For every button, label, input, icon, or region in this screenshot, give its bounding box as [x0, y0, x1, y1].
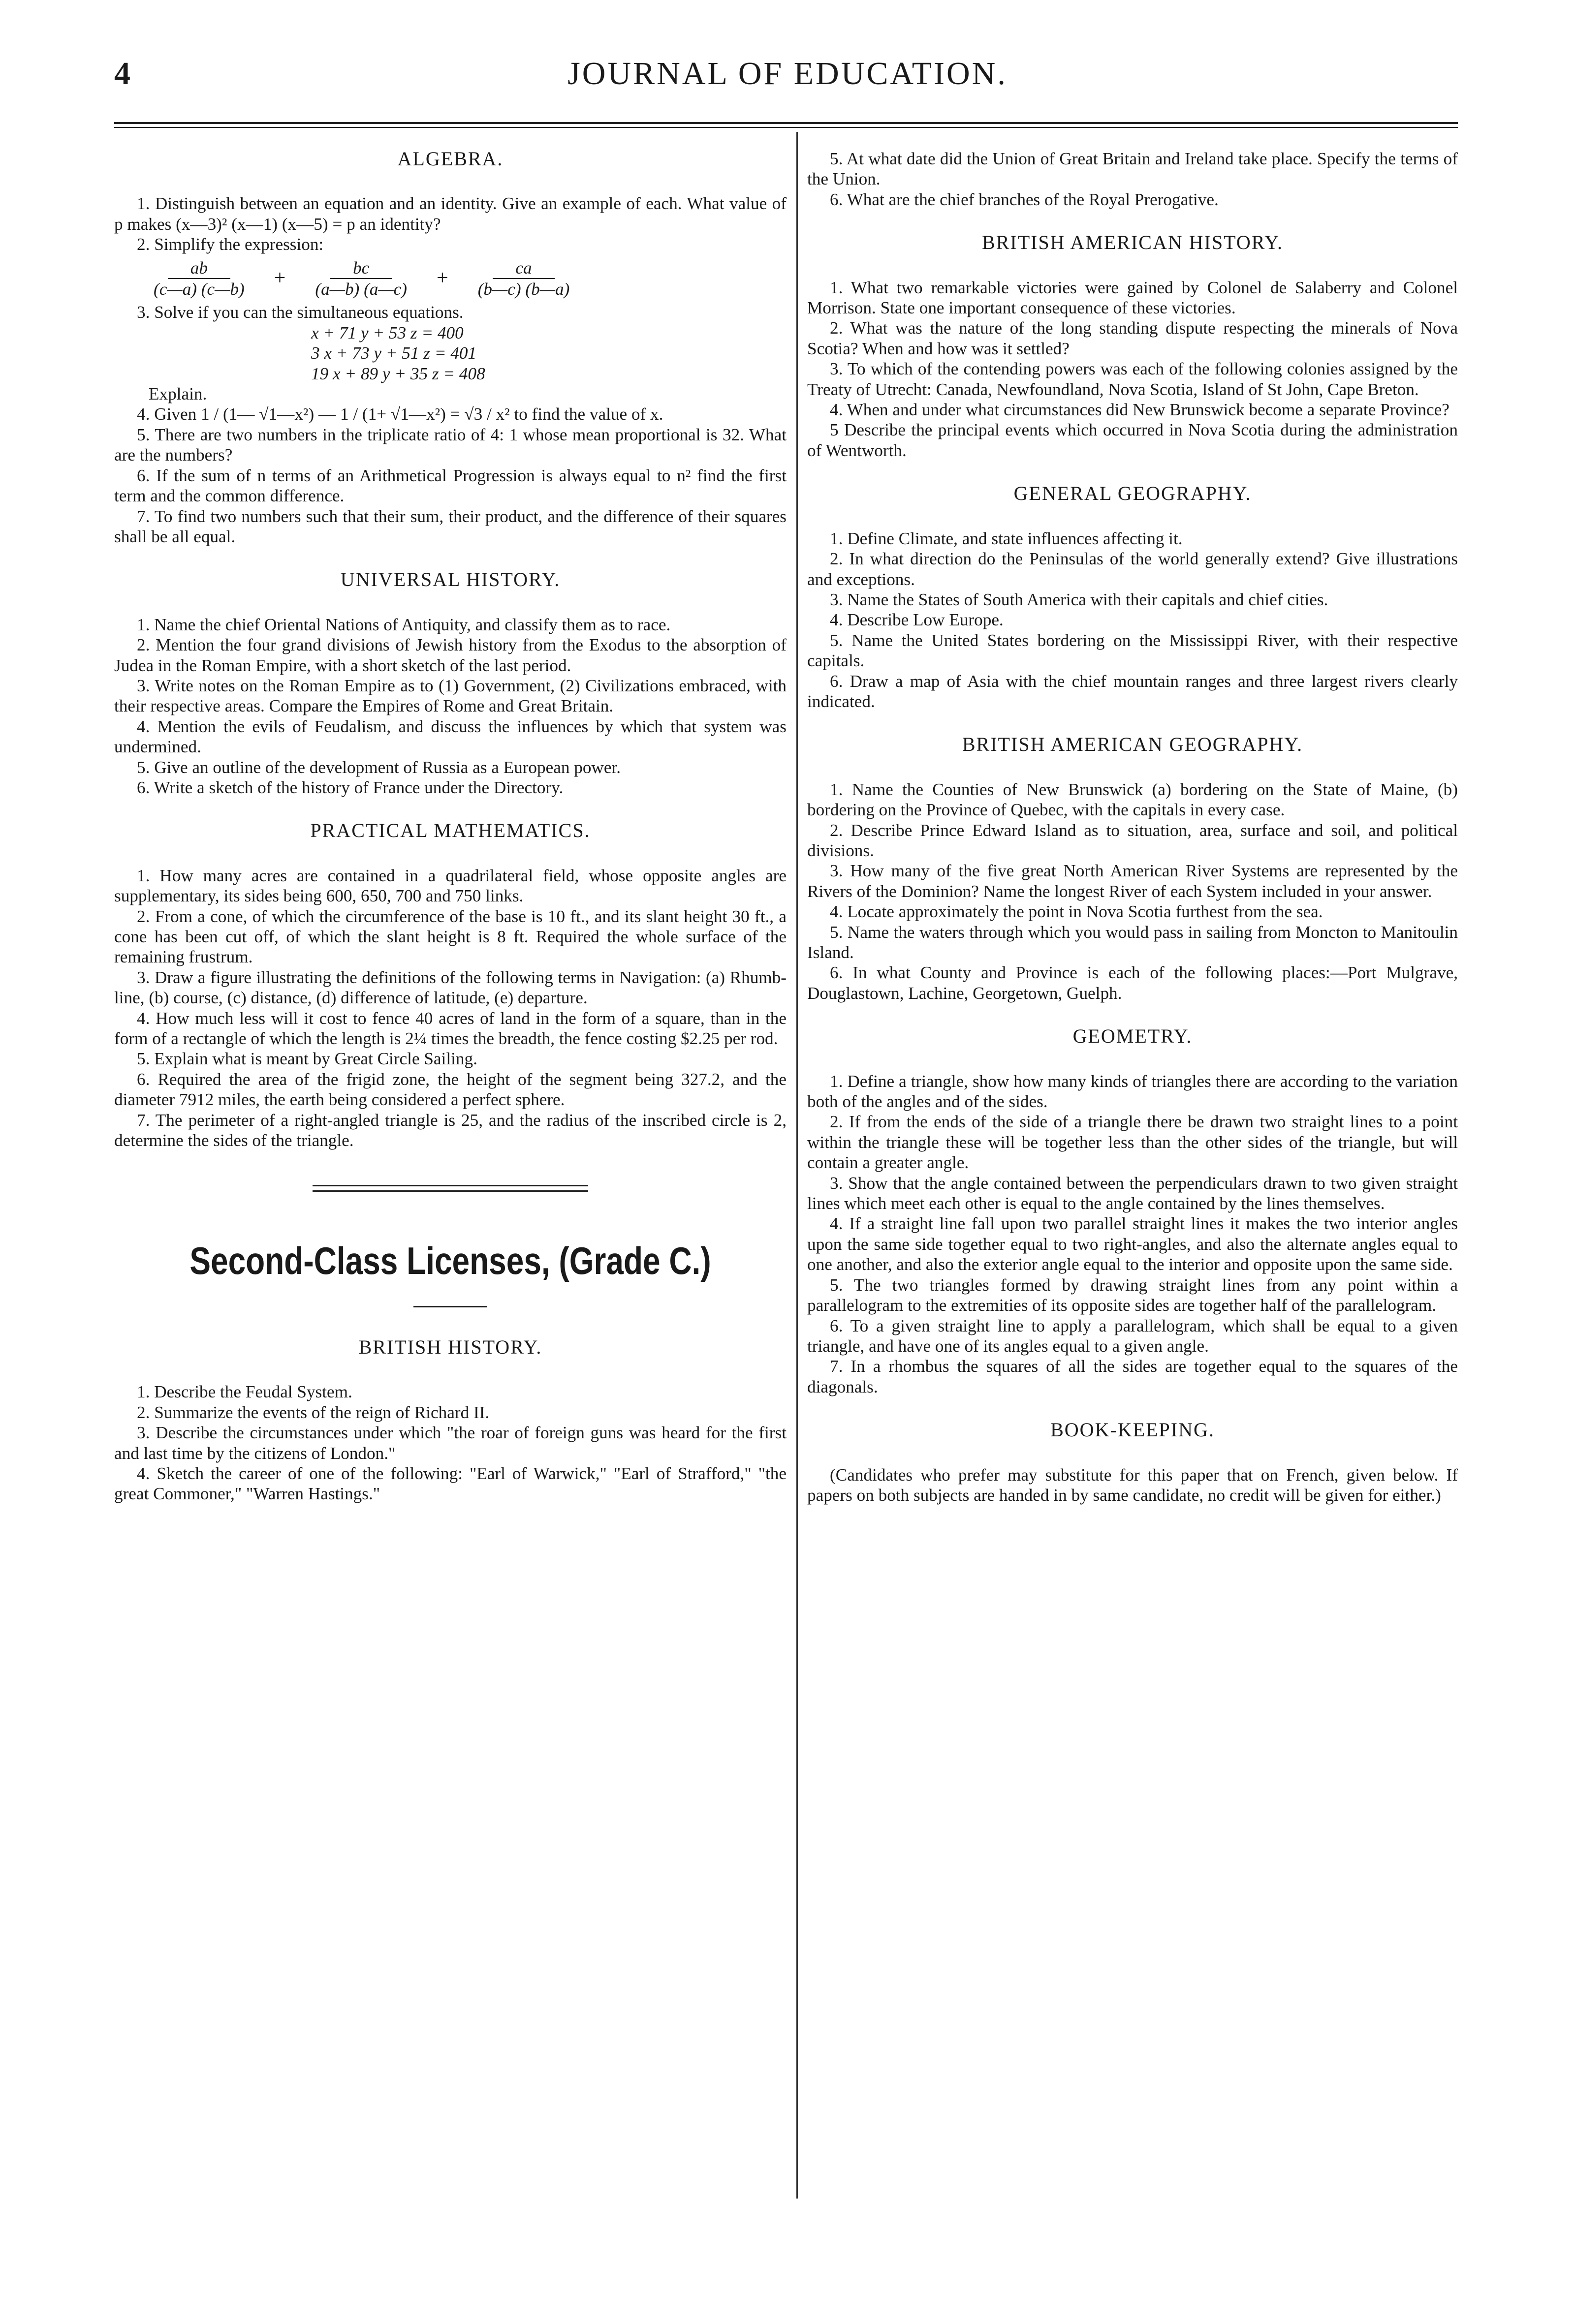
practical-math-item: 2. From a cone, of which the circumference of the base is 10 ft., and its slant height 30 ft., a cone has been cut off, of which the slant height is 8 ft. Required the whole surface of the remaining frustrum.	[114, 906, 787, 967]
algebra-question-2: 2. Simplify the expression:	[137, 235, 324, 254]
grade-heading: Second-Class Licenses, (Grade C.)	[189, 1239, 711, 1283]
british-american-history-heading: BRITISH AMERICAN HISTORY.	[982, 231, 1283, 254]
practical-math-item: 6. Required the area of the frigid zone, the height of the segment being 327.2, and the diameter 7912 miles, the earth being considered a perfect sphere.	[114, 1069, 787, 1110]
practical-mathematics-heading: PRACTICAL MATHEMATICS.	[310, 819, 591, 842]
fraction-1	[154, 258, 245, 300]
equation-3: 19 x + 89 y + 35 z = 408	[311, 364, 485, 383]
british-american-history-item: 3. To which of the contending powers was each of the following colonies assigned by the Treaty of Utrecht: Canada, Newfoundland, Nova Scotia, Island of St John, Cape Breton.	[807, 359, 1458, 399]
practical-math-item: 1. How many acres are contained in a quadrilateral field, whose opposite angles are supplementary, its sides being 600, 650, 700 and 750 links.	[114, 866, 787, 906]
british-history-item: 1. Describe the Feudal System.	[137, 1382, 352, 1402]
british-american-history-item: 5 Describe the principal events which occurred in Nova Scotia during the administration of Wentworth.	[807, 420, 1458, 460]
geometry-item: 5. The two triangles formed by drawing straight lines from any point within a parallelogram to the extremities of its opposite sides are together half of the parallelogram.	[807, 1275, 1458, 1315]
practical-math-item: 3. Draw a figure illustrating the definitions of the following terms in Navigation: (a) Rhumb-line, (b) course, (c) distance, (d) difference of latitude, (e) departure.	[114, 967, 787, 1008]
british-history-item: 6. What are the chief branches of the Royal Prerogative.	[830, 189, 1219, 209]
algebra-question-5: 5. There are two numbers in the triplicate ratio of 4: 1 whose mean proportional is 32. What are the numbers?	[114, 425, 787, 465]
book-keeping-note: (Candidates who prefer may substitute for this paper that on French, given below. If papers on both subjects are handed in by same candidate, no credit will be given for either.)	[807, 1465, 1458, 1505]
fraction-3	[478, 258, 570, 300]
fraction-3-denominator: (b—c) (b—a)	[477, 279, 570, 299]
algebra-question-3: 3. Solve if you can the simultaneous equations.	[137, 303, 464, 322]
algebra-fraction-expression	[134, 258, 787, 300]
british-history-item: 2. Summarize the events of the reign of Richard II.	[137, 1402, 490, 1422]
header-rule-thin	[114, 127, 1458, 128]
section-divider-double-rule	[313, 1185, 588, 1192]
universal-history-item: 2. Mention the four grand divisions of Jewish history from the Exodus to the absorption of Judea in the Roman Empire, with a short sketch of the last period.	[114, 635, 787, 675]
fraction-1-numerator: ab	[168, 258, 230, 279]
column-divider	[796, 132, 798, 2199]
british-history-item: 4. Sketch the career of one of the following: "Earl of Warwick," "Earl of Strafford," "the great Commoner," "Warren Hastings."	[114, 1463, 787, 1504]
algebra-question-4: 4. Given 1 / (1— √1—x²) — 1 / (1+ √1—x²) = √3 / x² to find the value of x.	[137, 404, 663, 424]
general-geography-item: 6. Draw a map of Asia with the chief mountain ranges and three largest rivers clearly indicated.	[807, 671, 1458, 711]
british-american-geography-item: 3. How many of the five great North American River Systems are represented by the Rivers of the Dominion? Name the longest River of each System included in your answer.	[807, 861, 1458, 901]
universal-history-item: 6. Write a sketch of the history of France under the Directory.	[137, 777, 564, 797]
general-geography-item: 5. Name the United States bordering on the Mississippi River, with their respective capitals.	[807, 630, 1458, 671]
plus-sign: +	[437, 267, 448, 290]
right-column	[807, 143, 1458, 1505]
practical-math-item: 4. How much less will it cost to fence 40 acres of land in the form of a square, than in the form of a rectangle of which the length is 2¼ times the breadth, the fence costing $2.25 per rod.	[114, 1008, 787, 1049]
running-title: JOURNAL OF EDUCATION.	[567, 56, 1008, 92]
british-american-history-item: 1. What two remarkable victories were gained by Colonel de Salaberry and Colonel Morrison. State one important consequence of these victories.	[807, 278, 1458, 318]
plus-sign: +	[274, 267, 286, 290]
algebra-heading: ALGEBRA.	[397, 148, 504, 170]
header-rule	[114, 122, 1458, 124]
british-american-geography-heading: BRITISH AMERICAN GEOGRAPHY.	[962, 733, 1303, 756]
british-history-item: 5. At what date did the Union of Great Britain and Ireland take place. Specify the terms of the Union.	[807, 149, 1458, 189]
british-history-item: 3. Describe the circumstances under which "the roar of foreign guns was heard for the first and last time by the citizens of London."	[114, 1423, 787, 1463]
algebra-question-7: 7. To find two numbers such that their sum, their product, and the difference of their squares shall be all equal.	[114, 506, 787, 546]
general-geography-item: 1. Define Climate, and state influences affecting it.	[830, 528, 1183, 548]
universal-history-item: 1. Name the chief Oriental Nations of Antiquity, and classify them as to race.	[137, 615, 671, 634]
universal-history-item: 4. Mention the evils of Feudalism, and discuss the influences by which that system was undermined.	[114, 716, 787, 757]
universal-history-item: 5. Give an outline of the development of Russia as a European power.	[137, 757, 621, 777]
fraction-1-denominator: (c—a) (c—b)	[154, 279, 245, 299]
page-number: 4	[114, 56, 130, 92]
fraction-2-numerator: bc	[330, 258, 392, 279]
british-american-geography-item: 1. Name the Counties of New Brunswick (a) bordering on the State of Maine, (b) bordering on the Province of Quebec, with the capitals in every case.	[807, 779, 1458, 820]
universal-history-heading: UNIVERSAL HISTORY.	[340, 568, 561, 591]
fraction-2-denominator: (a—b) (a—c)	[315, 279, 408, 299]
british-american-geography-item: 5. Name the waters through which you would pass in sailing from Moncton to Manitoulin Island.	[807, 922, 1458, 962]
british-american-geography-item: 2. Describe Prince Edward Island as to situation, area, surface and soil, and political divisions.	[807, 820, 1458, 860]
geometry-heading: GEOMETRY.	[1072, 1025, 1193, 1048]
general-geography-item: 3. Name the States of South America with their capitals and chief cities.	[830, 589, 1328, 609]
book-keeping-heading: BOOK-KEEPING.	[1050, 1419, 1215, 1441]
explain-label: Explain.	[149, 384, 207, 404]
british-history-heading: BRITISH HISTORY.	[358, 1335, 542, 1358]
equation-2: 3 x + 73 y + 51 z = 401	[311, 343, 477, 363]
general-geography-item: 2. In what direction do the Peninsulas of the world generally extend? Give illustrations and exceptions.	[807, 549, 1458, 589]
equation-1: x + 71 y + 53 z = 400	[311, 323, 464, 342]
british-american-geography-item: 6. In what County and Province is each of the following places:—Port Mulgrave, Douglastown, Lachine, Georgetown, Guelph.	[807, 963, 1458, 1003]
geometry-item: 7. In a rhombus the squares of all the sides are together equal to the squares of the diagonals.	[807, 1357, 1458, 1396]
geometry-item: 6. To a given straight line to apply a parallelogram, which shall be equal to a given triangle, and have one of its angles equal to a given angle.	[807, 1316, 1458, 1356]
british-american-history-item: 4. When and under what circumstances did New Brunswick become a separate Province?	[830, 400, 1449, 420]
general-geography-item: 4. Describe Low Europe.	[830, 610, 1004, 630]
geometry-item: 1. Define a triangle, show how many kinds of triangles there are according to the variation both of the angles and of the sides.	[807, 1071, 1458, 1112]
algebra-question-6: 6. If the sum of n terms of an Arithmetical Progression is always equal to n² find the first term and the common difference.	[114, 465, 787, 506]
universal-history-item: 3. Write notes on the Roman Empire as to (1) Government, (2) Civilizations embraced, with their respective areas. Compare the Empires of Rome and Great Britain.	[114, 676, 787, 716]
practical-math-item: 7. The perimeter of a right-angled triangle is 25, and the radius of the inscribed circle is 2, determine the sides of the triangle.	[114, 1110, 787, 1150]
british-american-history-item: 2. What was the nature of the long standing dispute respecting the minerals of Nova Scotia? When and how was it settled?	[807, 318, 1458, 358]
geometry-item: 4. If a straight line fall upon two parallel straight lines it makes the two interior angles upon the same side together equal to two right-angles, and also the alternate angles equal to one another, and also the exterior angle equal to the interior and opposite upon the same side.	[807, 1214, 1458, 1274]
geometry-item: 2. If from the ends of the side of a triangle there be drawn two straight lines to a point within the triangle these will be together less than the other sides of the triangle, but will contain a greater angle.	[807, 1112, 1458, 1173]
algebra-question-1: 1. Distinguish between an equation and an identity. Give an example of each. What value of p makes (x—3)² (x—1) (x—5) = p an identity?	[114, 194, 787, 234]
left-column	[114, 143, 787, 1504]
british-american-geography-item: 4. Locate approximately the point in Nova Scotia furthest from the sea.	[830, 902, 1323, 922]
fraction-3-numerator: ca	[493, 258, 554, 279]
general-geography-heading: GENERAL GEOGRAPHY.	[1013, 482, 1252, 505]
geometry-item: 3. Show that the angle contained between the perpendiculars drawn to two given straight lines which meet each other is equal to the angle contained by the lines themselves.	[807, 1173, 1458, 1213]
short-rule	[413, 1306, 487, 1307]
practical-math-item: 5. Explain what is meant by Great Circle Sailing.	[137, 1049, 477, 1069]
fraction-2	[315, 258, 407, 300]
